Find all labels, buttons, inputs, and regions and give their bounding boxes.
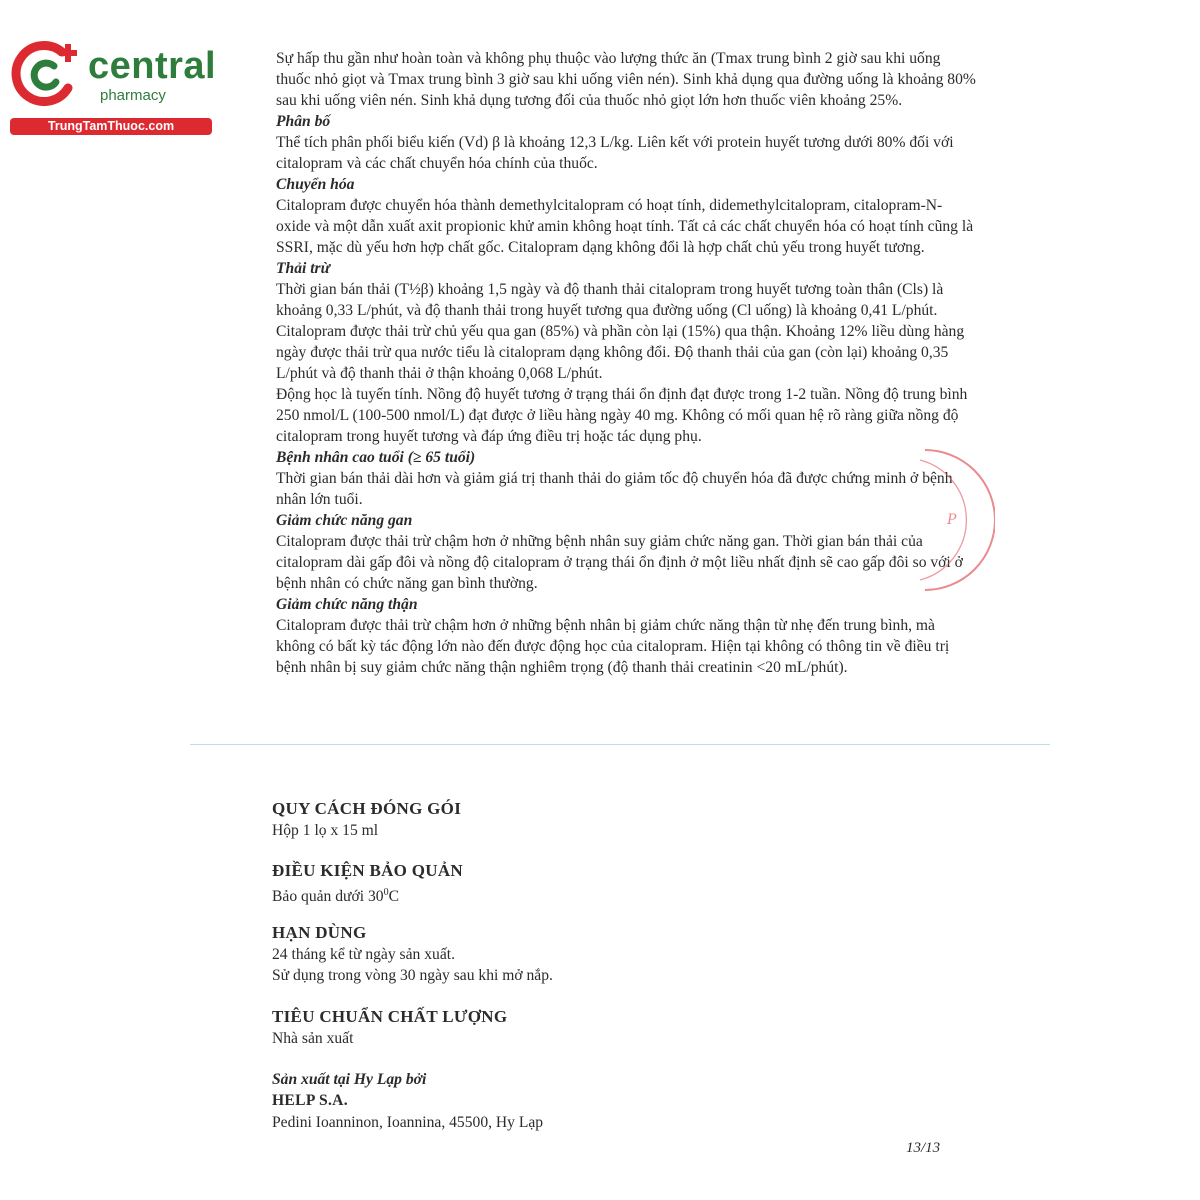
section-packing (272, 798, 461, 841)
heading-elderly: Bệnh nhân cao tuổi (≥ 65 tuổi) (276, 449, 476, 466)
elimination-paragraph-2: Citalopram được thải trừ chủ yếu qua gan (85%) và phần còn lại (15%) qua thận. Khoảng 12% liều dùng hàng ngày được thải trừ qua nước tiểu là citalopram dạng không đổi. Độ thanh thải của gan (còn lại) khoảng 0,35 L/phút và độ thanh thải ở thận khoảng 0,068 L/phút. (276, 323, 965, 382)
hepatic-paragraph: Citalopram được thải trừ chậm hơn ở những bệnh nhân suy giảm chức năng gan. Thời gian bán thải của citalopram dài gấp đôi và nồng độ citalopram ở trạng thái ổn định ở một liều nhất định sẽ cao gấp đôi so với ở bệnh nhân có chức năng gan bình thường. (276, 533, 963, 592)
elimination-paragraph-1: Thời gian bán thải (T½β) khoảng 1,5 ngày và độ thanh thải citalopram trong huyết tương toàn thân (Cls) là khoảng 0,33 L/phút, và độ thanh thải trong huyết tương qua đường uống (Cl uống) là khoảng 0,41 L/phút. (276, 281, 944, 319)
storage-text-main: Bảo quản dưới 30 (272, 888, 384, 906)
pharmacy-c-cross-icon (10, 38, 82, 110)
brand-subtitle: pharmacy (100, 87, 166, 104)
elderly-paragraph: Thời gian bán thải dài hơn và giảm giá trị thanh thải do giảm tốc độ chuyển hóa đã được chứng minh ở bệnh nhân lớn tuổi. (276, 470, 953, 508)
brand-url: TrungTamThuoc.com (10, 118, 212, 135)
storage-unit: C (388, 888, 399, 906)
heading-renal: Giảm chức năng thận (276, 596, 418, 613)
heading-elimination: Thải trừ (276, 260, 330, 277)
made-in-label: Sản xuất tại Hy Lạp bởi (272, 1071, 427, 1088)
renal-paragraph: Citalopram được thải trừ chậm hơn ở những bệnh nhân bị giảm chức năng thận từ nhẹ đến trung bình, mà không có bất kỳ tác động lớn nào đến được động học của citalopram. Hiện tại không có thông tin về điều trị bệnh nhân bị suy giảm chức năng thận nghiêm trọng (độ thanh thải creatinin <20 mL/phút). (276, 617, 950, 676)
brand-name: central (88, 45, 217, 87)
expiry-line-1: 24 tháng kể từ ngày sản xuất. (272, 946, 455, 963)
manufacturer-name: HELP S.A. (272, 1092, 348, 1109)
storage-degree: 0 (383, 887, 389, 898)
quality-title: TIÊU CHUẨN CHẤT LƯỢNG (272, 1007, 508, 1026)
storage-title: ĐIỀU KIỆN BẢO QUẢN (272, 861, 464, 880)
section-manufacturer (272, 1069, 543, 1133)
section-quality (272, 1006, 507, 1049)
section-storage (272, 860, 463, 907)
elimination-paragraph-3: Động học là tuyến tính. Nồng độ huyết tương ở trạng thái ổn định đạt được trong 1-2 tuần. Nồng độ trung bình 250 nmol/L (100-500 nmol/L) đạt được ở liều hàng ngày 40 mg. Không có mối quan hệ rõ ràng giữa nồng độ citalopram trong huyết tương và đáp ứng điều trị hoặc tác dụng phụ. (276, 386, 968, 445)
heading-distribution: Phân bố (276, 113, 331, 130)
svg-text:P: P (947, 512, 957, 528)
section-expiry (272, 922, 553, 986)
manufacturer-address: Pedini Ioanninon, Ioannina, 45500, Hy Lạp (272, 1114, 544, 1131)
divider-line (190, 744, 1050, 745)
expiry-title: HẠN DÙNG (272, 923, 367, 942)
pharmacokinetics-text (276, 48, 976, 678)
absorption-paragraph: Sự hấp thu gần như hoàn toàn và không phụ thuộc vào lượng thức ăn (Tmax trung bình 2 giờ sau khi uống thuốc nhỏ giọt và Tmax trung bình 3 giờ sau khi uống viên nén). Sinh khả dụng qua đường uống là khoảng 80% sau khi uống viên nén. Sinh khả dụng tương đối của thuốc nhỏ giọt lớn hơn thuốc viên khoảng 25%. (276, 50, 976, 109)
quality-text: Nhà sản xuất (272, 1030, 354, 1047)
packing-text: Hộp 1 lọ x 15 ml (272, 822, 379, 839)
distribution-paragraph: Thể tích phân phối biểu kiến (Vd) β là khoảng 12,3 L/kg. Liên kết với protein huyết tương dưới 80% đối với citalopram và các chất chuyển hóa chính của thuốc. (276, 134, 954, 172)
heading-hepatic: Giảm chức năng gan (276, 512, 413, 529)
metabolism-paragraph: Citalopram được chuyển hóa thành demethylcitalopram có hoạt tính, didemethylcitalopram, citalopram-N-oxide và một dẫn xuất axit propionic khử amin không hoạt tính. Tất cả các chất chuyển hóa có hoạt tính cũng là SSRI, mặc dù yếu hơn hợp chất gốc. Citalopram dạng không đổi là hợp chất chủ yếu trong huyết tương. (276, 197, 974, 256)
stamp-seal (915, 440, 995, 600)
heading-metabolism: Chuyển hóa (276, 176, 355, 193)
storage-text (272, 882, 463, 907)
packing-title: QUY CÁCH ĐÓNG GÓI (272, 799, 462, 818)
page-number: 13/13 (906, 1140, 941, 1156)
central-pharmacy-logo (10, 38, 215, 138)
expiry-line-2: Sử dụng trong vòng 30 ngày sau khi mở nắp. (272, 967, 553, 984)
